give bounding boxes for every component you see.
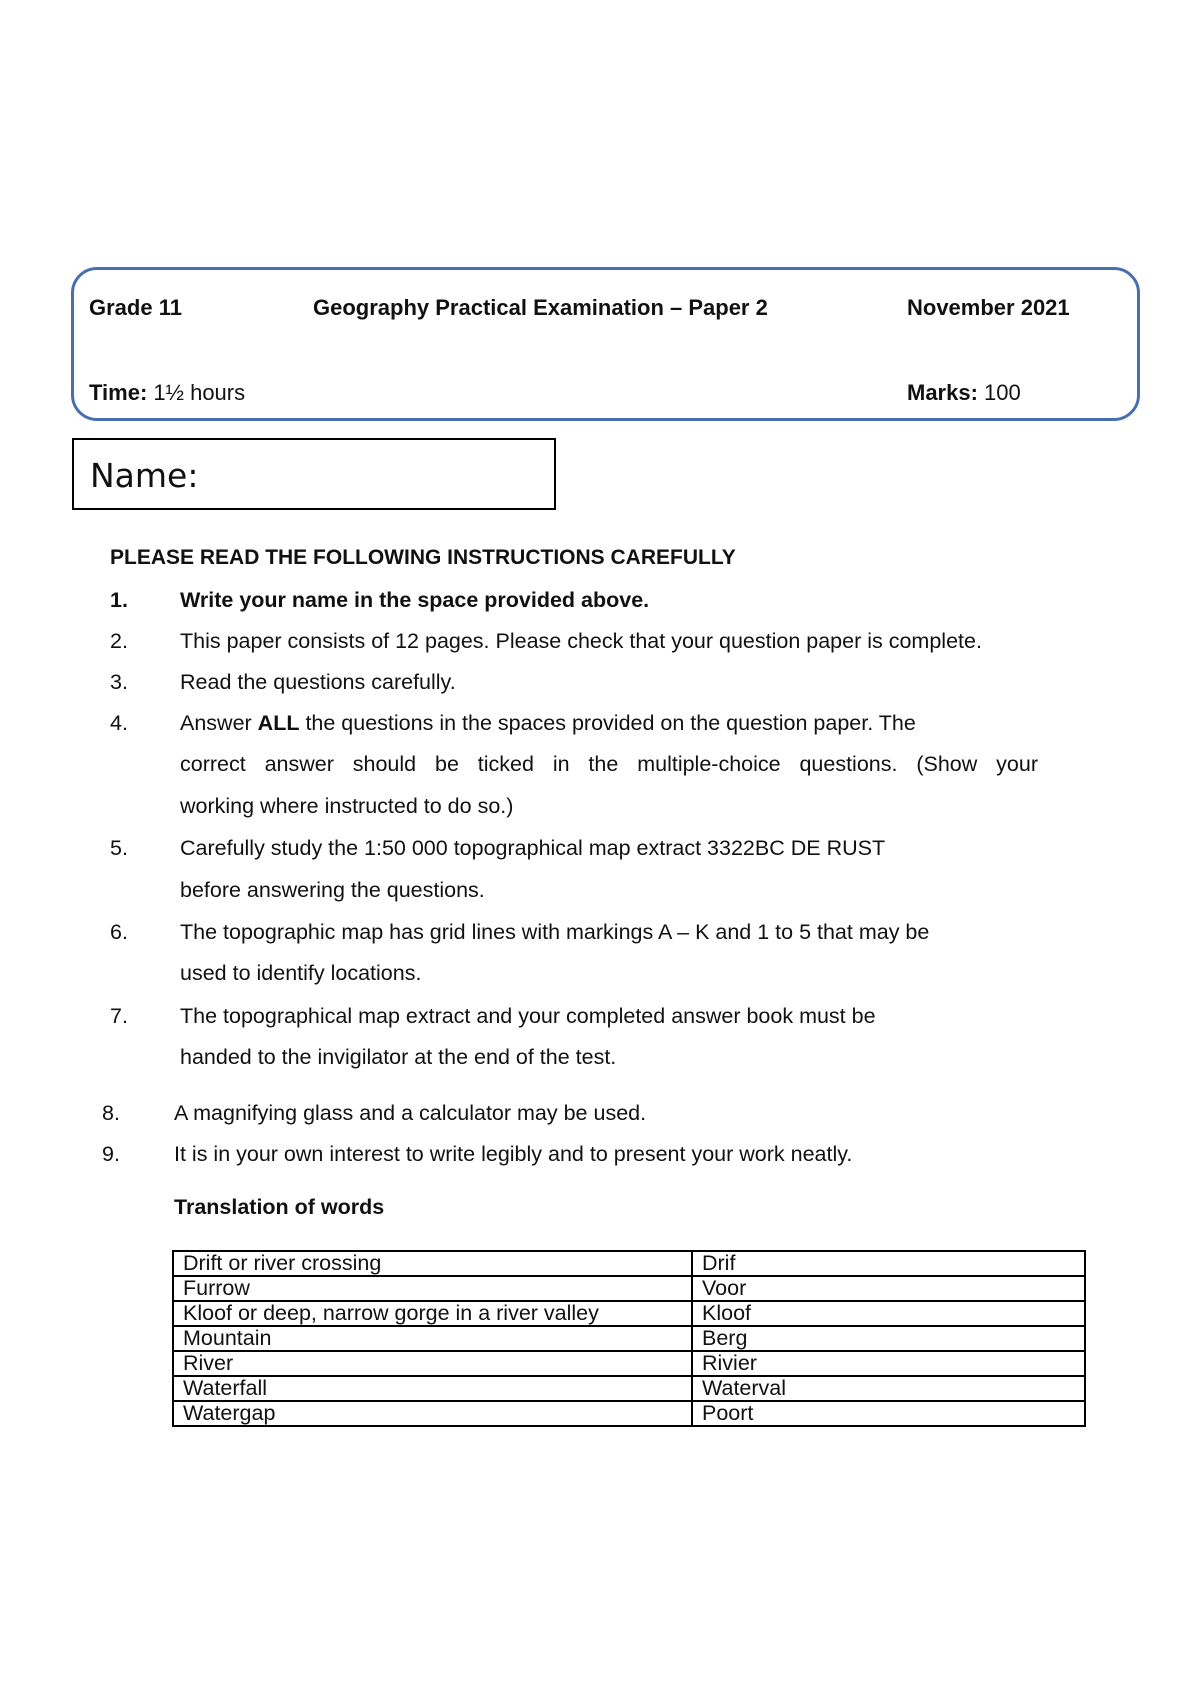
instruction-1-number: 1.	[110, 588, 128, 612]
instruction-4-text-line-1	[180, 711, 916, 736]
english-term: Drift or river crossing	[173, 1251, 692, 1276]
table-row	[173, 1276, 1085, 1301]
table-row	[173, 1301, 1085, 1326]
instruction-6-text-line-1: The topographic map has grid lines with markings A – K and 1 to 5 that may be	[180, 920, 930, 944]
instruction-2-number: 2.	[110, 629, 128, 653]
total-marks	[907, 380, 1021, 406]
instruction-4-part-a: Answer	[180, 711, 258, 735]
instruction-4-part-c: the questions in the spaces provided on the question paper. The	[299, 711, 916, 735]
instruction-9-text: It is in your own interest to write legibly and to present your work neatly.	[174, 1142, 853, 1166]
time-allowed	[89, 380, 245, 406]
english-term: Watergap	[173, 1401, 692, 1426]
instruction-9-number: 9.	[102, 1142, 120, 1166]
instruction-2-text: This paper consists of 12 pages. Please check that your question paper is complete.	[180, 629, 982, 653]
instruction-8-text: A magnifying glass and a calculator may be used.	[174, 1101, 647, 1125]
instruction-5-text-line-2: before answering the questions.	[180, 878, 485, 902]
afrikaans-term: Waterval	[692, 1376, 1085, 1401]
english-term: River	[173, 1351, 692, 1376]
afrikaans-term: Voor	[692, 1276, 1085, 1301]
english-term: Mountain	[173, 1326, 692, 1351]
instruction-1-text: Write your name in the space provided above.	[180, 588, 650, 612]
name-label: Name:	[90, 456, 199, 495]
instruction-7-number: 7.	[110, 1004, 128, 1028]
time-value: 1½ hours	[147, 380, 246, 405]
instruction-4-text-line-3: working where instructed to do so.)	[180, 794, 514, 818]
afrikaans-term: Drif	[692, 1251, 1085, 1276]
instruction-5-number: 5.	[110, 836, 128, 860]
time-label: Time:	[89, 380, 148, 405]
table-row	[173, 1326, 1085, 1351]
table-row	[173, 1376, 1085, 1401]
name-field[interactable]	[72, 438, 556, 510]
translation-table	[172, 1250, 1086, 1427]
translation-title: Translation of words	[174, 1195, 385, 1219]
table-row	[173, 1401, 1085, 1426]
instruction-7-text-line-1: The topographical map extract and your completed answer book must be	[180, 1004, 876, 1028]
english-term: Furrow	[173, 1276, 692, 1301]
instruction-6-text-line-2: used to identify locations.	[180, 961, 422, 985]
english-term: Waterfall	[173, 1376, 692, 1401]
table-row	[173, 1351, 1085, 1376]
afrikaans-term: Rivier	[692, 1351, 1085, 1376]
grade-label: Grade 11	[89, 295, 182, 320]
instruction-7-text-line-2: handed to the invigilator at the end of the test.	[180, 1045, 617, 1069]
instruction-4-number: 4.	[110, 711, 128, 735]
instruction-3-number: 3.	[110, 670, 128, 694]
marks-value: 100	[977, 380, 1021, 405]
afrikaans-term: Berg	[692, 1326, 1085, 1351]
table-row	[173, 1251, 1085, 1276]
exam-title: Geography Practical Examination – Paper 2	[313, 295, 768, 320]
english-term: Kloof or deep, narrow gorge in a river valley	[173, 1301, 692, 1326]
exam-date: November 2021	[907, 295, 1070, 320]
instruction-4-text-line-2: correct answer should be ticked in the multiple-choice questions. (Show your	[180, 752, 1038, 776]
instruction-6-number: 6.	[110, 920, 128, 944]
instruction-5-text-line-1: Carefully study the 1:50 000 topographical map extract 3322BC DE RUST	[180, 836, 886, 860]
marks-label: Marks:	[907, 380, 978, 405]
afrikaans-term: Poort	[692, 1401, 1085, 1426]
instruction-8-number: 8.	[102, 1101, 120, 1125]
afrikaans-term: Kloof	[692, 1301, 1085, 1326]
instruction-3-text: Read the questions carefully.	[180, 670, 456, 694]
instruction-4-part-b: ALL	[257, 711, 300, 735]
instructions-title: PLEASE READ THE FOLLOWING INSTRUCTIONS CAREFULLY	[110, 546, 736, 569]
